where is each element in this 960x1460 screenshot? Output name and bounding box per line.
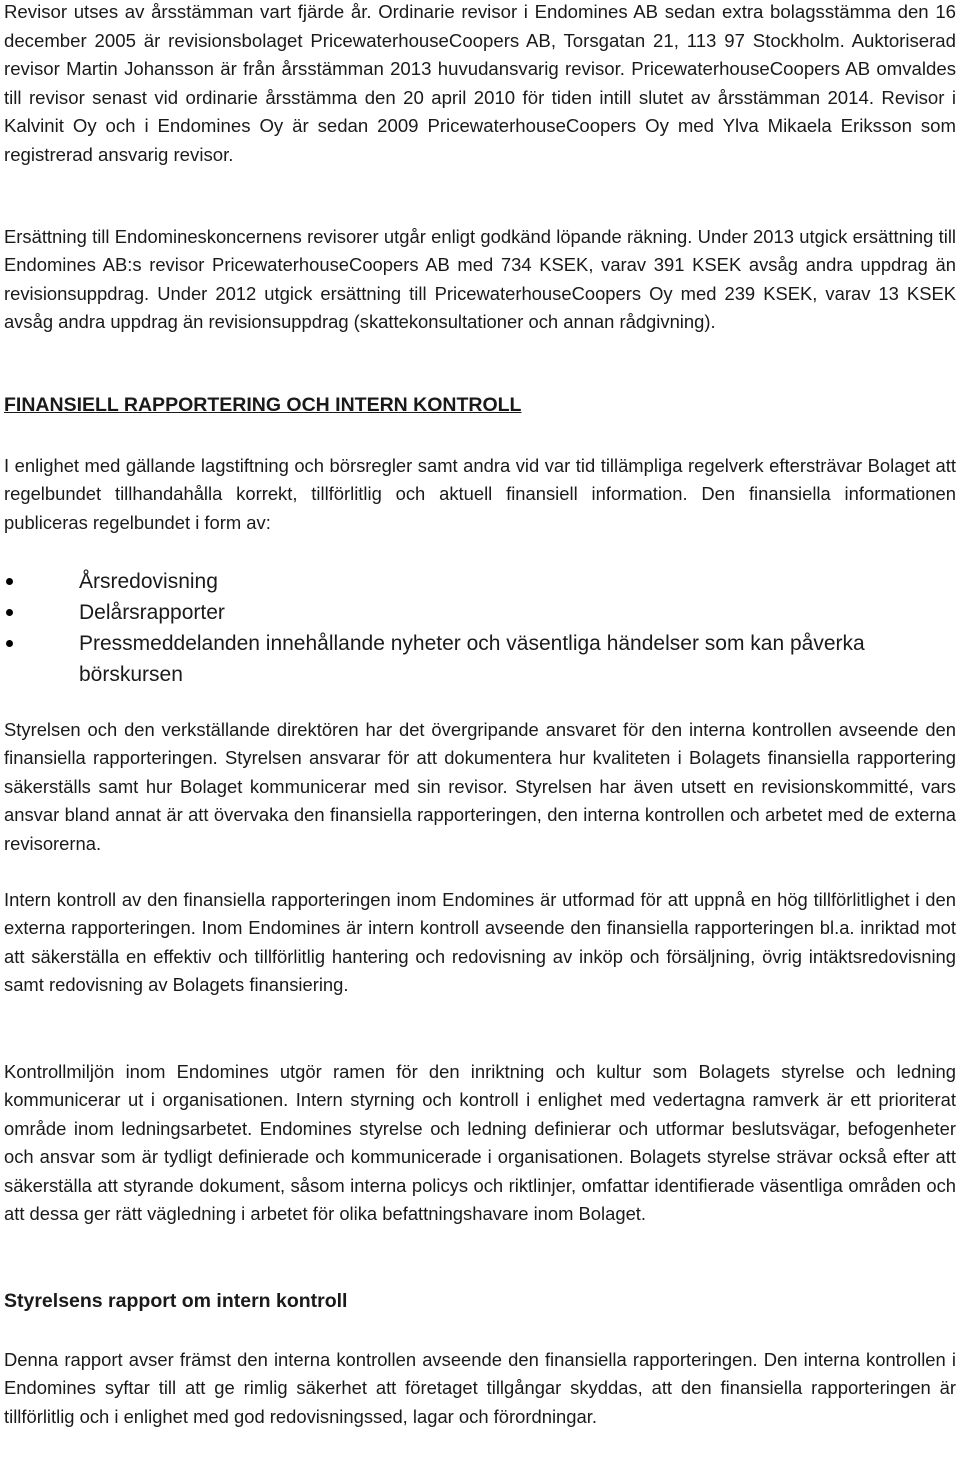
paragraph-board-responsibility: Styrelsen och den verkställande direktören har det övergripande ansvaret för den interna kontrollen avseende den finansiella rapporteringen. Styrelsen ansvarar för att dokumentera hur kvaliteten i Bolagets finansiella rapportering säkerställs samt hur Bolaget kommunicerar med sin revisor. Styrelsen har även utsett en revisionskommitté, vars ansvar bland annat är att övervaka den finansiella rapporteringen, den interna kontrollen och arbetet med de externa revisorerna. bbox=[4, 719, 956, 854]
list-item-text: Pressmeddelanden innehållande nyheter och väsentliga händelser som kan påverka börskursen bbox=[79, 632, 865, 686]
paragraph-internal-control: Intern kontroll av den finansiella rapporteringen inom Endomines är utformad för att uppnå en hög tillförlitlighet i den externa rapporteringen. Inom Endomines är intern kontroll avseende den finansiella rapporteringen bl.a. inriktad mot att säkerställa en effektiv och tillförlitlig hantering och redovisning av inköp och försäljning, övrig intäktsredovisning samt redovisning av Bolagets finansiering. bbox=[4, 889, 956, 996]
paragraph-control-environment: Kontrollmiljön inom Endomines utgör ramen för den inriktning och kultur som Bolagets styrelse och ledning kommunicerar ut i organisationen. Intern styrning och kontroll i enlighet med vedertagna ramverk är ett prioriterat område inom ledningsarbetet. Endomines styrelse och ledning definierar och utformar beslutsvägar, befogenheter och ansvar som är tydligt definierade och kommunicerade i organisationen. Bolagets styrelse strävar också efter att säkerställa att styrande dokument, såsom interna policys och riktlinjer, omfattar identifierade väsentliga områden och att dessa ger rätt vägledning i arbetet för olika befattningshavare inom Bolaget. bbox=[4, 1061, 956, 1225]
publication-forms-list bbox=[4, 566, 956, 690]
section-heading-board-report: Styrelsens rapport om intern kontroll bbox=[4, 1290, 348, 1312]
paragraph-report-scope: Denna rapport avser främst den interna kontrollen avseende den finansiella rapporteringen. Den interna kontrollen i Endomines syftar till att ge rimlig säkerhet att företaget tillgångar skyddas, att den finansiella rapporteringen är tillförlitlig och i enlighet med god redovisningssed, lagar och förordningar. bbox=[4, 1349, 956, 1427]
bullet-icon bbox=[6, 640, 13, 647]
section-heading-financial-reporting: FINANSIELL RAPPORTERING OCH INTERN KONTROLL bbox=[4, 394, 522, 416]
list-item bbox=[4, 628, 956, 690]
list-item-text: Delårsrapporter bbox=[79, 601, 225, 624]
list-item-text: Årsredovisning bbox=[79, 570, 218, 593]
paragraph-auditor-compensation: Ersättning till Endomineskoncernens revisorer utgår enligt godkänd löpande räkning. Under 2013 utgick ersättning till Endomines AB:s revisor PricewaterhouseCoopers AB med 734 KSEK, varav 391 KSEK avsåg andra uppdrag än revisionsuppdrag. Under 2012 utgick ersättning till PricewaterhouseCoopers Oy med 239 KSEK, varav 13 KSEK avsåg andra uppdrag än revisionsuppdrag (skattekonsultationer och annan rådgivning). bbox=[4, 226, 956, 333]
bullet-icon bbox=[6, 578, 13, 585]
paragraph-financial-information: I enlighet med gällande lagstiftning och börsregler samt andra vid var tid tillämpliga regelverk eftersträvar Bolaget att regelbundet tillhandahålla korrekt, tillförlitlig och aktuell finansiell information. Den finansiella informationen publiceras regelbundet i form av: bbox=[4, 455, 956, 533]
list-item bbox=[4, 597, 956, 628]
list-item bbox=[4, 566, 956, 597]
paragraph-auditor-appointment: Revisor utses av årsstämman vart fjärde år. Ordinarie revisor i Endomines AB sedan extra bolagsstämma den 16 december 2005 är revisionsbolaget PricewaterhouseCoopers AB, Torsgatan 21, 113 97 Stockholm. Auktoriserad revisor Martin Johansson är från årsstämman 2013 huvudansvarig revisor. PricewaterhouseCoopers AB omvaldes till revisor senast vid ordinarie årsstämma den 20 april 2010 för tiden intill slutet av årsstämman 2014. Revisor i Kalvinit Oy och i Endomines Oy är sedan 2009 PricewaterhouseCoopers Oy med Ylva Mikaela Eriksson som registrerad ansvarig revisor. bbox=[4, 1, 956, 165]
bullet-icon bbox=[6, 609, 13, 616]
